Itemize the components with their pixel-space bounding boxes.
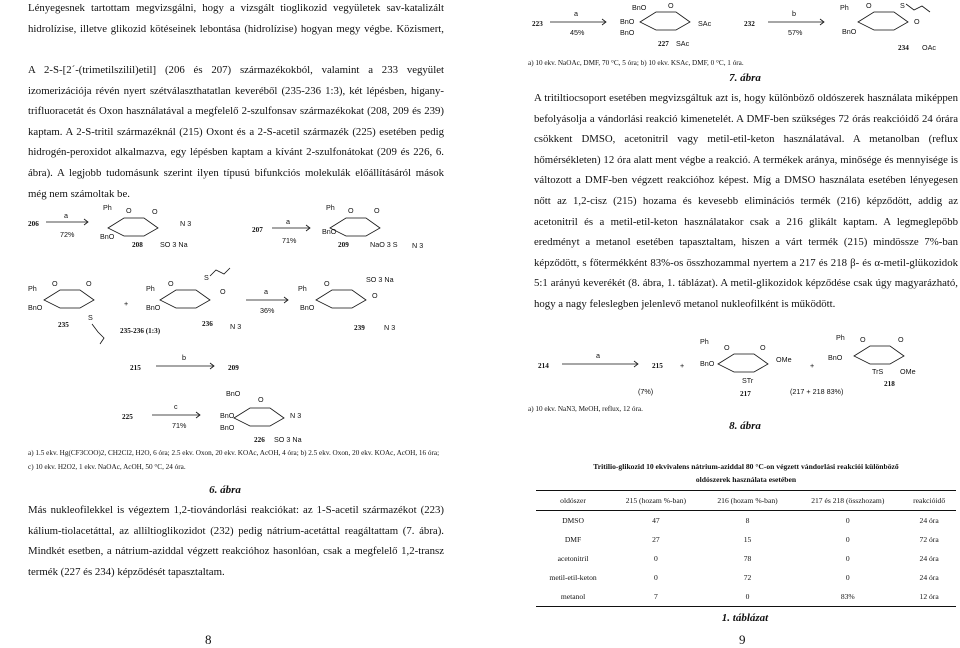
compound-label: 209 <box>338 241 349 249</box>
table-header-cell: reakcióidő <box>902 491 956 511</box>
sugar-ring <box>718 354 768 372</box>
svg-text:BnO: BnO <box>146 303 161 312</box>
compound-label: 232 <box>744 20 755 28</box>
svg-text:O: O <box>152 207 158 216</box>
yield-label: 72% <box>60 230 75 239</box>
svg-text:N 3: N 3 <box>180 219 192 228</box>
table-cell: 24 óra <box>919 573 939 582</box>
table-cell: metil-etil-keton <box>549 573 597 582</box>
svg-text:O: O <box>258 395 264 404</box>
compound-label: 236 <box>202 320 213 328</box>
table-caption-line-1: Tritilio-glikozid 10 ekvivalens nátrium-aziddal 80 °C-on végzett vándorlási reakciói különböző <box>593 462 899 471</box>
table-header-cell: 215 (hozam %-ban) <box>610 491 702 511</box>
svg-text:Ph: Ph <box>836 333 845 342</box>
svg-text:SAc: SAc <box>676 39 690 48</box>
svg-text:BnO: BnO <box>220 423 235 432</box>
svg-text:O: O <box>126 206 132 215</box>
scheme-7 <box>528 0 960 60</box>
compound-label: 235 <box>58 321 69 329</box>
table-header-cell: 216 (hozam %-ban) <box>702 491 794 511</box>
compound-label: 227 <box>658 40 669 48</box>
compound-label: 215 <box>652 362 663 370</box>
table-cell: 78 <box>743 554 752 563</box>
table-row <box>536 568 956 587</box>
table-row <box>536 511 956 531</box>
svg-text:57%: 57% <box>788 28 803 37</box>
svg-text:O: O <box>372 291 378 300</box>
svg-text:BnO: BnO <box>842 27 857 36</box>
table-cell: 72 óra <box>919 535 939 544</box>
svg-text:O: O <box>324 279 330 288</box>
compound-label: 215 <box>130 364 141 372</box>
intro-paragraph: Lényegesnek tartottam megvizsgálni, hogy a vizsgált tioglikozid vegyületek sav-katalizált hidrolízise, illetve glikozid kötéseinek lebontása (hidrolízise) hogyan megy végbe. Közismert, <box>28 2 444 35</box>
svg-text:45%: 45% <box>570 28 585 37</box>
svg-text:(217 + 218 83%): (217 + 218 83%) <box>790 387 844 396</box>
svg-text:O: O <box>348 206 354 215</box>
svg-text:BnO: BnO <box>620 17 635 26</box>
svg-text:SO 3 Na: SO 3 Na <box>366 275 394 284</box>
table-row <box>536 587 956 607</box>
table-cell: 83% <box>793 587 902 607</box>
table-cell: DMF <box>564 535 582 544</box>
table-cell: DMSO <box>562 516 585 525</box>
svg-text:O: O <box>866 1 872 10</box>
table-cell: 0 <box>845 573 850 582</box>
svg-text:Ph: Ph <box>103 203 112 212</box>
figure-caption-8: 8. ábra <box>729 420 761 432</box>
body-paragraph-2: Más nukleofilekkel is végeztem 1,2-tiovándorlási reakciókat: az 1-S-acetil származékot (223) kálium-tiolacetáttal, az alliltioglikozidot (232) pedig nátrium-acetáttal reagáltattam (7. ábra). Mindkét esetben, a nátrium-aziddal végzett reakcióhoz hasonlóan, csak a megfelelő 1,2-transz termék (227 és 234) képződését tapasztaltam. <box>28 504 444 578</box>
compound-label: 235-236 (1:3) <box>120 327 161 335</box>
sugar-ring <box>108 218 158 236</box>
sugar-ring <box>234 408 284 426</box>
svg-text:S: S <box>900 1 905 10</box>
table-cell: 0 <box>845 516 850 525</box>
svg-text:O: O <box>724 343 730 352</box>
svg-text:36%: 36% <box>260 306 275 315</box>
svg-text:BnO: BnO <box>100 232 115 241</box>
svg-text:a: a <box>264 287 268 296</box>
svg-text:Ph: Ph <box>700 337 709 346</box>
table-cell: 0 <box>845 554 850 563</box>
table-cell: 8 <box>745 516 750 525</box>
page-number: 9 <box>739 632 746 647</box>
compound-label: 208 <box>132 241 143 249</box>
svg-text:BnO: BnO <box>300 303 315 312</box>
table-cell: 0 <box>654 554 658 563</box>
svg-text:+: + <box>124 299 129 308</box>
svg-text:O: O <box>374 206 380 215</box>
sugar-ring <box>330 218 380 236</box>
svg-text:Ph: Ph <box>28 284 37 293</box>
compound-label: 209 <box>228 364 239 372</box>
svg-text:Ph: Ph <box>298 284 307 293</box>
body-paragraph-1: A 2-S-[2´-(trimetilszilil)etil] (206 és 207) származékokból, valamint a 233 vegyület izomerizációja révén nyert szétválaszthatatlan keveréből (235-236 1:3), két lépésben, higany-trifluoracetát és Oxon használatával a megfelelő 2-szulfonsav származékokat (208, 209 és 239) kaptam. A 2-S-tritil származéknál (215) Oxont és a 2-S-acetil származék (225) esetében pedig hidrogén-peroxidot alkalmazva, egy lépésben kaptam a kívánt 2-szulfonátokat (209 és 226, 6. ábra). A legjobb tudomásunk szerint ilyen típusú bifunkciós molekulák előállításáról mások még nem számoltak be. <box>28 64 444 200</box>
compound-label: 217 <box>740 390 751 398</box>
left-page <box>0 0 452 645</box>
svg-text:a: a <box>574 9 578 18</box>
svg-text:TrS: TrS <box>872 367 884 376</box>
svg-text:O: O <box>914 17 920 26</box>
table-cell: 15 <box>743 535 752 544</box>
svg-text:+: + <box>810 361 815 370</box>
svg-text:BnO: BnO <box>226 389 241 398</box>
svg-text:Ph: Ph <box>840 3 849 12</box>
svg-text:O: O <box>860 335 866 344</box>
svg-text:BnO: BnO <box>700 359 715 368</box>
compound-label: 206 <box>28 220 39 228</box>
scheme-8-footnote: a) 10 ekv. NaN3, MeOH, reflux, 12 óra. <box>528 405 643 413</box>
table-header-cell: oldószer <box>536 491 610 511</box>
svg-text:N 3: N 3 <box>384 323 396 332</box>
compound-label: 223 <box>532 20 543 28</box>
scheme-6-footnote: a) 1.5 ekv. Hg(CF3COO)2, CH2Cl2, H2O, 6 óra; 2.5 ekv. Oxon, 20 ekv. KOAc, AcOH, 4 óra; b) 2.5 ekv. Oxon, 20 ekv. KOAc, AcOH, 16 óra; c) 10 ekv. H2O2, 1 ekv. NaOAc, AcOH, 50 °C, 24 óra. <box>28 449 440 471</box>
compound-label: 214 <box>538 362 549 370</box>
svg-text:BnO: BnO <box>828 353 843 362</box>
svg-text:71%: 71% <box>282 236 297 245</box>
table-cell: 0 <box>702 587 794 607</box>
sugar-ring <box>160 290 210 308</box>
sugar-ring <box>854 346 904 364</box>
svg-text:(7%): (7%) <box>638 387 654 396</box>
sugar-ring <box>640 12 690 30</box>
table-cell: 24 óra <box>919 516 939 525</box>
table-cell: 47 <box>652 516 660 525</box>
right-page <box>520 0 960 645</box>
reagent-label: a <box>64 211 68 220</box>
table-row <box>536 530 956 549</box>
table-cell: 0 <box>845 535 850 544</box>
svg-text:SAc: SAc <box>698 19 712 28</box>
svg-text:a: a <box>286 217 290 226</box>
svg-text:+: + <box>680 361 685 370</box>
table-cell: metanol <box>536 587 610 607</box>
svg-text:BnO: BnO <box>322 227 337 236</box>
svg-text:N 3: N 3 <box>290 411 302 420</box>
table-cell: 0 <box>654 573 658 582</box>
table-header-cell: 217 és 218 (összhozam) <box>793 491 902 511</box>
table-cell: 7 <box>610 587 702 607</box>
compound-label: 239 <box>354 324 365 332</box>
svg-text:O: O <box>898 335 904 344</box>
table-cell: acetonitril <box>557 554 589 563</box>
table-header-row <box>536 491 956 511</box>
compound-label: 234 <box>898 44 909 52</box>
sugar-ring <box>316 290 366 308</box>
svg-text:Ph: Ph <box>326 203 335 212</box>
figure-caption-6: 6. ábra <box>209 484 241 496</box>
table-cell: 24 óra <box>919 554 939 563</box>
scheme-7-footnote: a) 10 ekv. NaOAc, DMF, 70 °C, 5 óra; b) 10 ekv. KSAc, DMF, 0 °C, 1 óra. <box>528 59 744 67</box>
svg-text:BnO: BnO <box>632 3 647 12</box>
svg-text:S: S <box>204 273 209 282</box>
table-cell: 12 óra <box>902 587 956 607</box>
svg-text:BnO: BnO <box>620 28 635 37</box>
table-cell: 72 <box>743 573 752 582</box>
svg-text:BnO: BnO <box>28 303 43 312</box>
svg-text:N 3: N 3 <box>230 322 242 331</box>
svg-text:STr: STr <box>742 376 754 385</box>
svg-text:NaO 3 S: NaO 3 S <box>370 240 398 249</box>
scheme-6 <box>20 196 450 454</box>
figure-caption-7: 7. ábra <box>729 72 761 84</box>
svg-text:b: b <box>182 353 186 362</box>
svg-text:OAc: OAc <box>922 43 936 52</box>
svg-text:OMe: OMe <box>900 367 916 376</box>
svg-text:71%: 71% <box>172 421 187 430</box>
svg-text:O: O <box>86 279 92 288</box>
page-number: 8 <box>205 632 212 647</box>
svg-text:O: O <box>220 287 226 296</box>
svg-text:BnO: BnO <box>220 411 235 420</box>
compound-label: 218 <box>884 380 895 388</box>
svg-text:O: O <box>668 1 674 10</box>
svg-text:SO 3 Na: SO 3 Na <box>274 435 302 444</box>
solvent-table <box>536 490 956 607</box>
svg-text:b: b <box>792 9 796 18</box>
table-title: 1. táblázat <box>721 612 769 624</box>
compound-label: 225 <box>122 413 133 421</box>
svg-text:O: O <box>760 343 766 352</box>
svg-text:OMe: OMe <box>776 355 792 364</box>
svg-text:a: a <box>596 351 600 360</box>
svg-text:SO 3 Na: SO 3 Na <box>160 240 188 249</box>
compound-label: 226 <box>254 436 265 444</box>
compound-label: 207 <box>252 226 263 234</box>
table-caption-line-2: oldószerek használata esetében <box>695 475 797 484</box>
body-paragraph-3: A tritiltiocsoport esetében megvizsgáltuk azt is, hogy különböző oldószerek használata miképpen befolyásolja a vándorlási reakció kimenetelét. A DMF-ben szükséges 72 órás reakcióidő 24 órára csökkent DMSO, acetonitril vagy metil-etil-keton használatával. A metanolban (reflux hőmérsékleten) 12 óra alatt ment végbe a reakció. A termékek aránya, minősége és mennyisége is változott a DMF-ben végzett reakcióhoz képest. Míg a DMSO használata esetében lényegesen nőtt az 1,2-cisz (215) hozama és kevesebb eliminációs termék (216) képződött, addig az acetonitril és a metil-etil-keton használatakor csak a 216 glikált kaptam. A legmeglepőbb eredményt a metanol esetében tapasztaltam, hiszen a várt termék (215) mindössze 7%-ban képződött, s főtermékként 83%-os összhozammal nyertem a 217 és 218 β- és α-metil-glükozidok 5:1 arányú keverékét (8. ábra, 1. táblázat). A metil-glikozidok képződése csak úgy magyarázható, hogy a nagy feleslegben jelenlevő metanol nukleofilként is működött. <box>534 92 958 310</box>
svg-text:c: c <box>174 402 178 411</box>
svg-text:Ph: Ph <box>146 284 155 293</box>
table-row <box>536 549 956 568</box>
svg-text:O: O <box>52 279 58 288</box>
sugar-ring <box>44 290 94 308</box>
table-cell: 27 <box>652 535 660 544</box>
sugar-ring <box>858 12 908 30</box>
svg-text:O: O <box>168 279 174 288</box>
svg-text:N 3: N 3 <box>412 241 424 250</box>
svg-text:S: S <box>88 313 93 322</box>
